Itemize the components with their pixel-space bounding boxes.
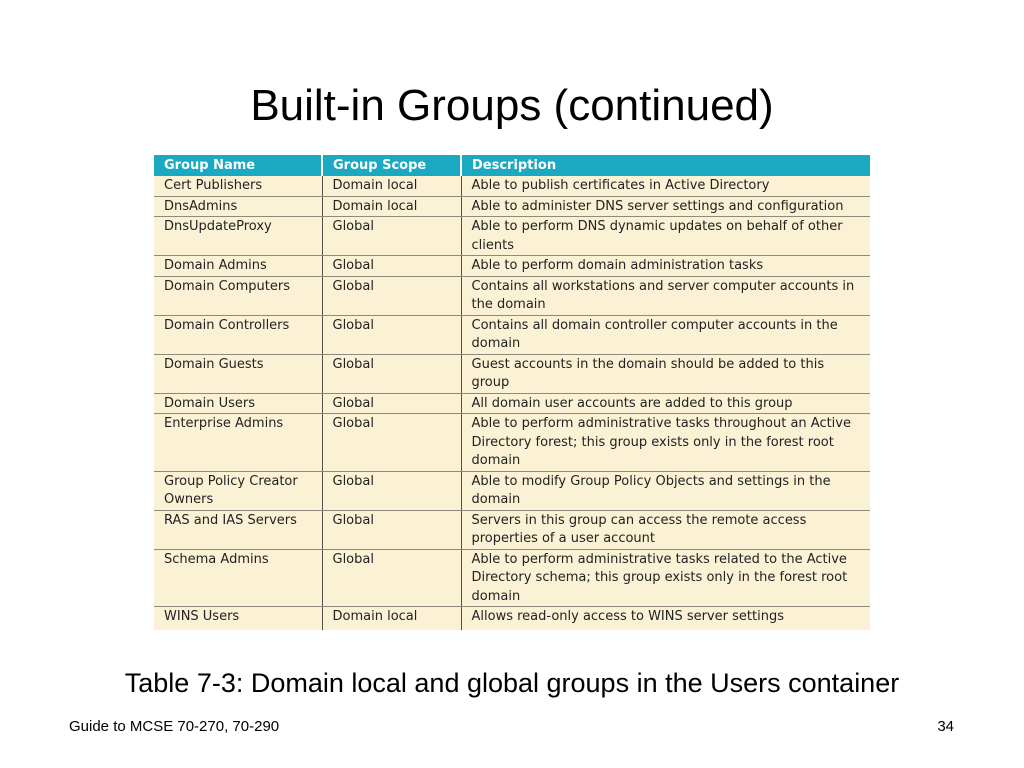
group-scope-cell: Domain local	[322, 607, 461, 630]
group-name-cell: Enterprise Admins	[154, 414, 322, 472]
group-name-cell: Group Policy Creator Owners	[154, 471, 322, 510]
description-cell: Able to perform administrative tasks throughout an Active Directory forest; this group exists only in the forest root domain	[461, 414, 870, 472]
table-row	[154, 196, 870, 217]
description-cell: Able to modify Group Policy Objects and settings in the domain	[461, 471, 870, 510]
group-scope-cell: Domain local	[322, 176, 461, 196]
table-row	[154, 315, 870, 354]
page-number: 34	[937, 718, 954, 735]
description-cell: Guest accounts in the domain should be added to this group	[461, 354, 870, 393]
description-cell: Able to perform DNS dynamic updates on behalf of other clients	[461, 217, 870, 256]
description-cell: All domain user accounts are added to this group	[461, 393, 870, 414]
table-row	[154, 393, 870, 414]
group-name-cell: Domain Computers	[154, 276, 322, 315]
group-scope-cell: Global	[322, 315, 461, 354]
group-scope-cell: Global	[322, 414, 461, 472]
table-row	[154, 549, 870, 607]
group-scope-cell: Global	[322, 354, 461, 393]
group-name-cell: Domain Users	[154, 393, 322, 414]
group-name-cell: Cert Publishers	[154, 176, 322, 196]
description-cell: Able to perform domain administration tasks	[461, 256, 870, 277]
table-row	[154, 510, 870, 549]
group-name-cell: Domain Controllers	[154, 315, 322, 354]
group-scope-cell: Global	[322, 510, 461, 549]
group-name-cell: DnsAdmins	[154, 196, 322, 217]
table-row	[154, 607, 870, 630]
description-cell: Allows read-only access to WINS server settings	[461, 607, 870, 630]
table-row	[154, 256, 870, 277]
table-row	[154, 176, 870, 196]
table-caption: Table 7-3: Domain local and global groups in the Users container	[124, 668, 900, 698]
group-name-cell: Schema Admins	[154, 549, 322, 607]
description-cell: Servers in this group can access the remote access properties of a user account	[461, 510, 870, 549]
column-header-group-scope: Group Scope	[322, 155, 461, 176]
table-row	[154, 217, 870, 256]
table-row	[154, 471, 870, 510]
group-name-cell: DnsUpdateProxy	[154, 217, 322, 256]
description-cell: Able to administer DNS server settings and configuration	[461, 196, 870, 217]
group-scope-cell: Global	[322, 471, 461, 510]
description-cell: Able to perform administrative tasks related to the Active Directory schema; this group exists only in the forest root domain	[461, 549, 870, 607]
group-scope-cell: Global	[322, 276, 461, 315]
table-row	[154, 414, 870, 472]
group-name-cell: WINS Users	[154, 607, 322, 630]
group-scope-cell: Domain local	[322, 196, 461, 217]
footer-course-title: Guide to MCSE 70-270, 70-290	[69, 718, 280, 735]
description-cell: Contains all workstations and server computer accounts in the domain	[461, 276, 870, 315]
description-cell: Contains all domain controller computer accounts in the domain	[461, 315, 870, 354]
group-name-cell: Domain Admins	[154, 256, 322, 277]
description-cell: Able to publish certificates in Active Directory	[461, 176, 870, 196]
groups-table	[154, 155, 870, 630]
group-scope-cell: Global	[322, 217, 461, 256]
group-scope-cell: Global	[322, 256, 461, 277]
slide-title: Built-in Groups (continued)	[250, 81, 774, 130]
table-row	[154, 276, 870, 315]
group-name-cell: RAS and IAS Servers	[154, 510, 322, 549]
group-scope-cell: Global	[322, 549, 461, 607]
group-name-cell: Domain Guests	[154, 354, 322, 393]
group-scope-cell: Global	[322, 393, 461, 414]
column-header-group-name: Group Name	[154, 155, 322, 176]
table-header-row	[154, 155, 870, 176]
column-header-description: Description	[461, 155, 870, 176]
table-row	[154, 354, 870, 393]
groups-table-container	[154, 155, 870, 630]
